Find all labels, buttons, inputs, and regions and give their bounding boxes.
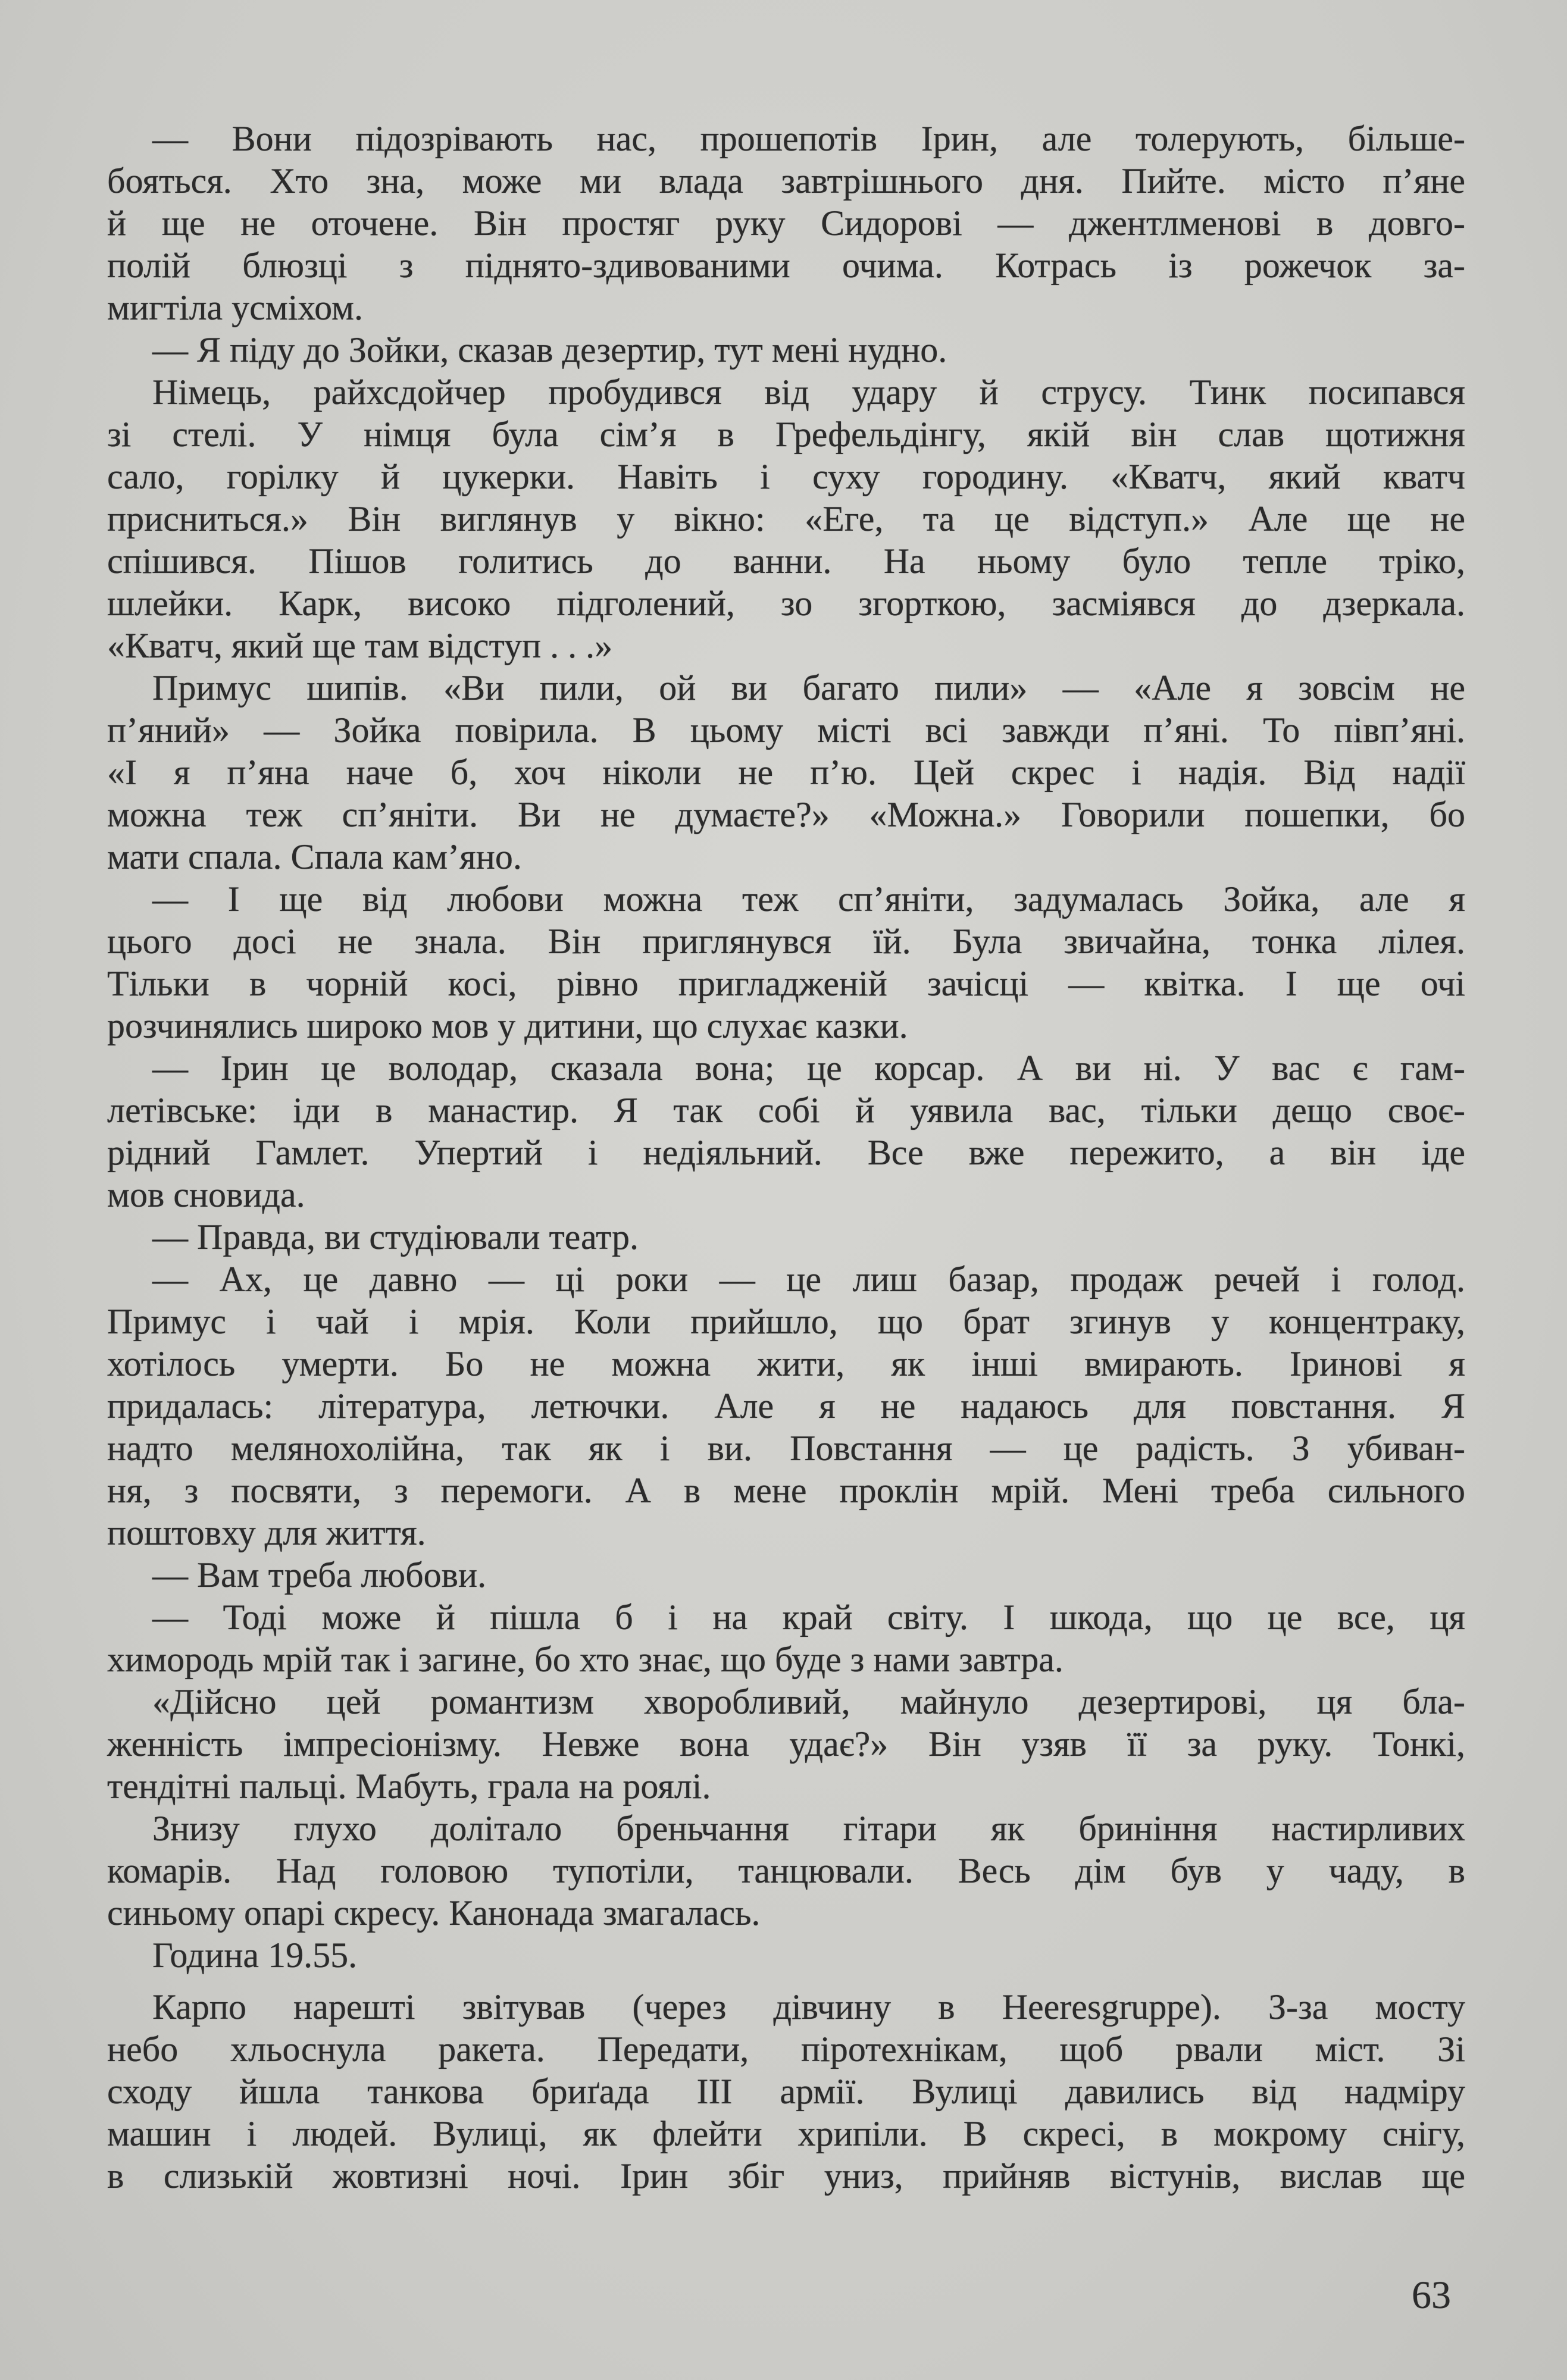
text-line: Карпо нарешті звітував (через дівчину в Heeresgruppe). З-за мосту [152,1987,1465,2027]
text-line: можна теж сп’яніти. Ви не думаєте?» «Можна.» Говорили пошепки, бо [107,795,1465,834]
text-line: — Ах, це давно — ці роки — це лиш базар, продаж речей і голод. [152,1260,1465,1299]
text-line: й ще не оточене. Він простяг руку Сидорові — джентлменові в довго- [107,203,1465,243]
text-line: надто мелянохолійна, так як і ви. Повстання — це радість. З убиван- [107,1429,1465,1468]
text-line: тендітні пальці. Мабуть, грала на роялі. [107,1767,711,1806]
text-line: ня, з посвяти, з перемоги. А в мене проклін мрій. Мені треба сильного [107,1471,1465,1510]
text-line: Година 19.55. [152,1936,358,1975]
text-line: хотілось умерти. Бо не можна жити, як інші вмирають. Іринові я [107,1344,1465,1383]
text-line: п’яний» — Зойка повірила. В цьому місті всі завжди п’яні. То півп’яні. [107,710,1465,750]
paragraph [107,1808,1465,1934]
text-line: — Ірин це володар, сказала вона; це корсар. А ви ні. У вас є гам- [152,1048,1465,1088]
text-line: шлейки. Карк, високо підголений, зо згорткою, засміявся до дзеркала. [107,584,1465,623]
text-line: придалась: література, летючки. Але я не надаюсь для повстання. Я [107,1386,1465,1426]
text-line: мати спала. Спала кам’яно. [107,837,522,876]
text-line: поштовху для життя. [107,1513,426,1552]
text-line: химородь мрій так і загине, бо хто знає, що буде з нами завтра. [107,1640,1064,1679]
text-line: Примус шипів. «Ви пили, ой ви багато пили» — «Але я зовсім не [152,668,1465,707]
text-line: присниться.» Він виглянув у вікно: «Еге, та це відступ.» Але ще не [107,499,1465,538]
text-line: — І ще від любови можна теж сп’яніти, задумалась Зойка, але я [152,879,1465,919]
paragraph [107,371,1465,667]
text-line: синьому опарі скресу. Канонада змагалась. [107,1893,761,1933]
text-line: «І я п’яна наче б, хоч ніколи не п’ю. Цей скрес і надія. Від надії [107,753,1465,792]
text-line: — Я піду до Зойки, сказав дезертир, тут мені нудно. [152,330,947,369]
text-line: мигтіла усміхом. [107,288,363,327]
text-line: — Правда, ви студіювали театр. [152,1217,639,1257]
text-line: женність імпресіонізму. Невже вона удає?» Він узяв її за руку. Тонкі, [107,1724,1465,1764]
paragraph [107,667,1465,878]
paragraph [107,1047,1465,1216]
text-line: зі стелі. У німця була сім’я в Грефельдінгу, якій він слав щотижня [107,415,1465,454]
text-line: небо хльоснула ракета. Передати, піротехнікам, щоб рвали міст. Зі [107,2030,1465,2069]
paragraph [107,1216,1465,1258]
text-line: Знизу глухо долітало бреньчання гітари як бриніння настирливих [152,1809,1465,1848]
text-line: — Тоді може й пішла б і на край світу. І шкода, що це все, ця [152,1598,1465,1637]
paragraph [107,1596,1465,1681]
text-line: бояться. Хто зна, може ми влада завтрішнього дня. Пийте. місто п’яне [107,161,1465,201]
page-body-text [107,118,1465,2197]
paragraph [107,1258,1465,1554]
text-line: цього досі не знала. Він приглянувся їй. Була звичайна, тонка лілея. [107,922,1465,961]
text-line: летівське: іди в манастир. Я так собі й уявила вас, тільки дещо своє- [107,1091,1465,1130]
paragraph [107,1681,1465,1808]
text-line: сходу йшла танкова бриґада III армії. Вулиці давились від надміру [107,2072,1465,2111]
text-line: — Вам треба любови. [152,1555,487,1595]
text-line: Німець, райхсдойчер пробудився від удару й струсу. Тинк посипався [152,372,1465,412]
text-line: в слизькій жовтизні ночі. Ірин збіг униз, прийняв вістунів, вислав ще [107,2156,1465,2196]
text-line: «Дійсно цей романтизм хворобливий, майнуло дезертирові, ця бла- [152,1682,1465,1721]
text-line: «Кватч, який ще там відступ . . .» [107,626,613,665]
text-line: сало, горілку й цукерки. Навіть і суху городину. «Кватч, який кватч [107,457,1465,496]
page-number: 63 [1412,2273,1451,2317]
paragraph [107,1554,1465,1596]
text-line: машин і людей. Вулиці, як флейти хрипіли. В скресі, в мокрому снігу, [107,2114,1465,2153]
text-line: спішився. Пішов голитись до ванни. На ньому було тепле тріко, [107,541,1465,581]
paragraph [107,118,1465,329]
paragraph [107,1934,1465,1977]
paragraph [107,878,1465,1047]
text-line: розчинялись широко мов у дитини, що слухає казки. [107,1006,908,1045]
text-line: рідний Гамлет. Упертий і недіяльний. Все вже пережито, а він іде [107,1133,1465,1172]
text-line: комарів. Над головою тупотіли, танцювали. Весь дім був у чаду, в [107,1851,1465,1890]
paragraph [107,1986,1465,2197]
text-line: полій блюзці з піднято-здивованими очима. Котрась із рожечок за- [107,246,1465,285]
text-line: — Вони підозрівають нас, прошепотів Ірин, але толерують, більше- [152,119,1465,158]
text-line: Тільки в чорній косі, рівно пригладженій зачісці — квітка. І ще очі [107,964,1465,1003]
text-line: Примус і чай і мрія. Коли прийшло, що брат згинув у концентраку, [107,1302,1465,1341]
text-line: мов сновида. [107,1175,305,1214]
paragraph [107,329,1465,371]
